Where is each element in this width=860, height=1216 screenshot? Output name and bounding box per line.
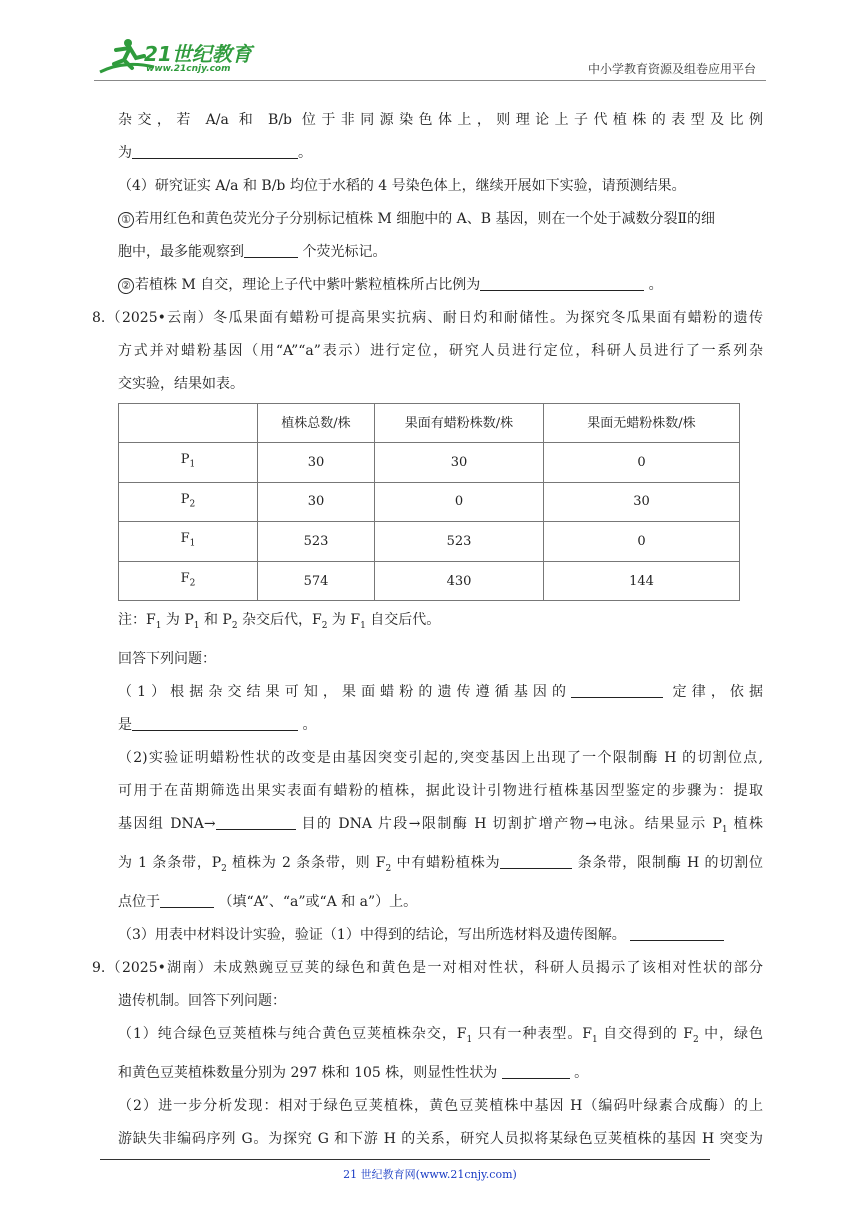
row-label: $P_2$ <box>119 482 258 522</box>
q8-sub2-line2: 可用于在苗期筛选出果实表面有蜡粉的植株，据此设计引物进行植株基因型鉴定的步骤为：提取 <box>118 783 763 800</box>
answer-prompt: 回答下列问题： <box>118 651 216 668</box>
answer-blank[interactable] <box>160 892 214 908</box>
table-row <box>119 482 740 522</box>
answer-blank[interactable] <box>480 275 644 291</box>
table-cell: 30 <box>375 443 544 483</box>
q7-s1c: 个荧光标记。 <box>298 244 387 260</box>
table-note: 注：$F_1$ 为 $P_1$ 和 $P_2$ 杂交后代，$F_2$ 为 $F_1$ 自交后代。 <box>118 612 441 632</box>
q8-l1: （2025•云南）冬瓜果面有蜡粉可提高果实抗病、耐日灼和耐储性。为探究冬瓜果面有蜡粉的遗传 <box>105 310 763 326</box>
answer-blank[interactable] <box>630 925 724 941</box>
row-label: $P_1$ <box>119 443 258 483</box>
answer-blank[interactable] <box>132 715 298 731</box>
q8-sub3: （3）用表中材料设计实验，验证（1）中得到的结论，写出所选材料及遗传图解。 <box>118 919 763 952</box>
q7-sub1-line1 <box>118 203 763 236</box>
table-cell: 523 <box>258 522 375 562</box>
table-row <box>119 443 740 483</box>
q9-sub1-line1: （1）纯合绿色豆荚植株与纯合黄色豆荚植株杂交，$F_1$ 只有一种表型。$F_1$ 自交得到的 $F_2$ 中，绿色 <box>118 1025 764 1045</box>
q9-number: 9. <box>92 959 106 976</box>
logo-text: 21世纪教育 <box>144 42 252 66</box>
q9-line1 <box>92 952 763 985</box>
q8-line3: 交实验，结果如表。 <box>118 376 244 392</box>
table-cell: 430 <box>375 561 544 601</box>
circled-one: ① <box>118 212 134 228</box>
q7-s2b: 。 <box>644 277 663 293</box>
answer-blank[interactable] <box>132 143 298 159</box>
table-cell: 30 <box>544 482 740 522</box>
table-header-cell <box>119 404 258 443</box>
footer-divider <box>100 1159 710 1160</box>
table-cell: 0 <box>544 522 740 562</box>
table-cell: 523 <box>375 522 544 562</box>
logo-url: www.21cnjy.com <box>146 64 231 74</box>
q8-line2: 方式并对蜡粉基因（用“A”“a”表示）进行定位，研究人员进行定位，科研人员进行了一系列杂 <box>118 343 763 359</box>
q8-sub1-line1: （1）根据杂交结果可知，果面蜡粉的遗传遵循基因的 定律，依据 <box>118 684 763 701</box>
q7-s2a: 若植株 M 自交，理论上子代中紫叶紫粒植株所占比例为 <box>135 277 481 293</box>
table-header-cell: 果面无蜡粉株数/株 <box>544 404 740 443</box>
q9-l1: （2025•湖南）未成熟豌豆豆荚的绿色和黄色是一对相对性状，科研人员揭示了该相对性状的部分 <box>105 959 763 976</box>
footer-site-link[interactable]: 21 世纪教育网(www.21cnjy.com) <box>343 1168 517 1181</box>
circled-two: ② <box>118 278 134 294</box>
answer-blank[interactable] <box>502 1063 570 1079</box>
q7-sub2 <box>118 269 763 302</box>
q8-sub2-line5: 点位于 （填“A”、“a”或“A 和 a”）上。 <box>118 893 418 910</box>
question-content <box>92 104 764 1156</box>
q7-s1a: 若用红色和黄色荧光分子分别标记植株 M 细胞中的 A、B 基因，则在一个处于减数分裂Ⅱ的细 <box>135 211 716 227</box>
table-row <box>119 561 740 601</box>
q8-number: 8. <box>92 310 106 326</box>
q8-sub2-line3: 基因组 DNA→ 目的 DNA 片段→限制酶 H 切割扩增产物→电泳。结果显示 $P_1$ 植株 <box>118 816 763 835</box>
table-cell: 30 <box>258 482 375 522</box>
q7-s1b: 胞中，最多能观察到 <box>118 244 244 260</box>
q8-line1 <box>92 302 763 335</box>
table-cell: 144 <box>544 561 740 601</box>
q9-sub2-line1: （2）进一步分析发现：相对于绿色豆荚植株，黄色豆荚植株中基因 H（编码叶绿素合成酶）的上 <box>118 1097 763 1114</box>
table-header-cell: 植株总数/株 <box>258 404 375 443</box>
q8-sub2-line4: 为 1 条条带，$P_2$ 植株为 2 条条带，则 $F_2$ 中有蜡粉植株为 条条带，限制酶 H 的切割位 <box>118 854 764 874</box>
q7-sub1-line2 <box>118 236 763 269</box>
q7-part4: （4）研究证实 A/a 和 B/b 均位于水稻的 4 号染色体上，继续开展如下实验，请预测结果。 <box>118 178 686 194</box>
table-row <box>119 522 740 562</box>
header-divider <box>94 80 766 81</box>
row-label: $F_1$ <box>119 522 258 562</box>
q9-line2: 遗传机制。回答下列问题： <box>118 992 286 1009</box>
table-header-row <box>119 404 740 443</box>
site-logo <box>94 34 264 80</box>
table-header-cell: 果面有蜡粉株数/株 <box>375 404 544 443</box>
q9-sub1-line2: 和黄色豆荚植株数量分别为 297 株和 105 株，则显性性状为 。 <box>118 1064 589 1081</box>
q8-sub1-line2: 是 。 <box>118 717 317 734</box>
q9-sub2-line2: 游缺失非编码序列 G。为探究 G 和下游 H 的关系，研究人员拟将某绿色豆荚植株的基因 H 突变为 <box>118 1130 763 1147</box>
answer-blank[interactable] <box>571 682 663 698</box>
answer-blank[interactable] <box>244 242 298 258</box>
row-label: $F_2$ <box>119 561 258 601</box>
table-cell: 0 <box>544 443 740 483</box>
table-cell: 0 <box>375 482 544 522</box>
q7-l2-suffix: 。 <box>298 145 312 161</box>
answer-blank[interactable] <box>500 853 572 869</box>
q8-sub2-line1: （2)实验证明蜡粉性状的改变是由基因突变引起的,突变基因上出现了一个限制酶 H 的切割位点, <box>118 750 763 767</box>
table-cell: 30 <box>258 443 375 483</box>
result-table <box>118 403 740 601</box>
q7-line2 <box>118 137 763 170</box>
q7-l2-prefix: 为 <box>118 145 132 161</box>
answer-blank[interactable] <box>216 814 296 830</box>
table-cell: 574 <box>258 561 375 601</box>
platform-name: 中小学教育资源及组卷应用平台 <box>587 62 756 76</box>
q7-line1: 杂交，若 A/a 和 B/b 位于非同源染色体上，则理论上子代植株的表型及比例 <box>118 112 763 128</box>
